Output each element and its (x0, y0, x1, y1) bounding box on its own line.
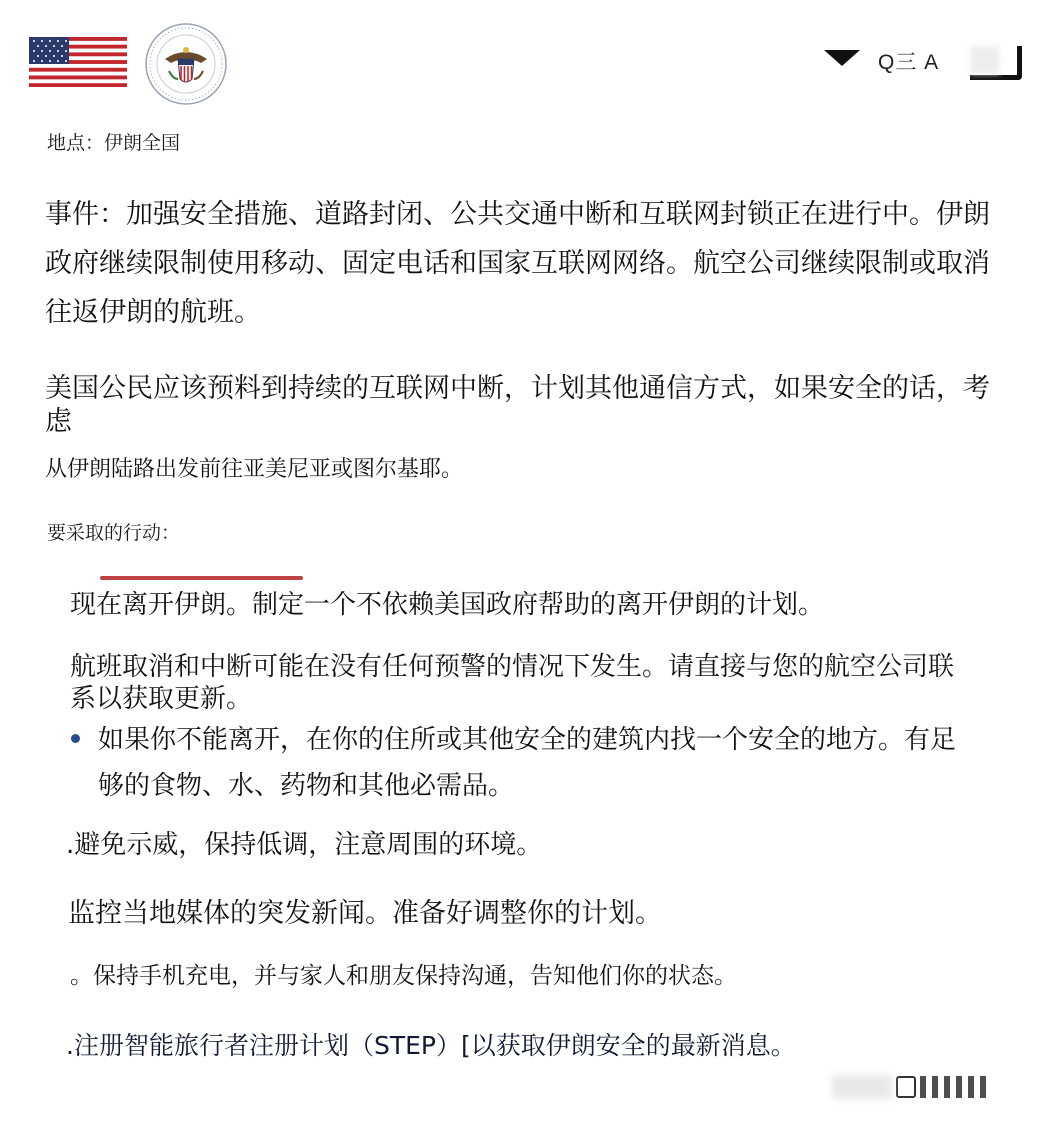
action-item-charge-phone: 。保持手机充电，并与家人和朋友保持沟通，告知他们你的状态。 (70, 963, 737, 989)
caret-down-icon[interactable] (822, 48, 862, 68)
action-item-avoid-demonstrations: .避免示威，保持低调，注意周围的环境。 (66, 830, 543, 860)
header-tools (822, 40, 1032, 82)
red-underline-mark (100, 576, 303, 580)
action-item-enroll-step: .注册智能旅行者注册计划（STEP）[以获取伊朗安全的最新消息。 (66, 1031, 796, 1060)
embassy-seal-icon (145, 23, 227, 105)
action-item-leave-now: 现在离开伊朗。制定一个不依赖美国政府帮助的离开伊朗的计划。 (70, 590, 825, 620)
watermark-bars-icon (920, 1076, 990, 1098)
overland-route-note: 从伊朗陆路出发前往亚美尼亚或图尔基耶。 (45, 457, 464, 482)
citizens-advisory: 美国公民应该预料到持续的互联网中断，计划其他通信方式，如果安全的话，考虑 (45, 373, 990, 437)
bullet-icon (71, 734, 80, 743)
event-paragraph: 事件：加强安全措施、道路封闭、公共交通中断和互联网封锁正在进行中。伊朗政府继续限制使用移动、固定电话和国家互联网网络。航空公司继续限制或取消往返伊朗的航班。 (45, 199, 990, 328)
location-label: 地点：伊朗全国 (47, 132, 181, 154)
watermark-box-icon (896, 1076, 916, 1098)
action-item-shelter: 如果你不能离开，在你的住所或其他安全的建筑内找一个安全的地方。有足够的食物、水、药物和其他必需品。 (98, 725, 957, 801)
actions-heading: 要采取的行动： (47, 522, 181, 544)
watermark-blur (832, 1075, 892, 1099)
action-item-flights: 航班取消和中断可能在没有任何预警的情况下发生。请直接与您的航空公司联系以获取更新。 (70, 652, 955, 714)
watermark (832, 1070, 1032, 1104)
us-flag-icon (29, 37, 127, 87)
action-item-monitor-media: 监控当地媒体的突发新闻。准备好调整你的计划。 (68, 898, 662, 929)
search-language-toggle[interactable]: Q三 A (878, 51, 940, 74)
menu-box-icon[interactable] (970, 46, 1022, 80)
